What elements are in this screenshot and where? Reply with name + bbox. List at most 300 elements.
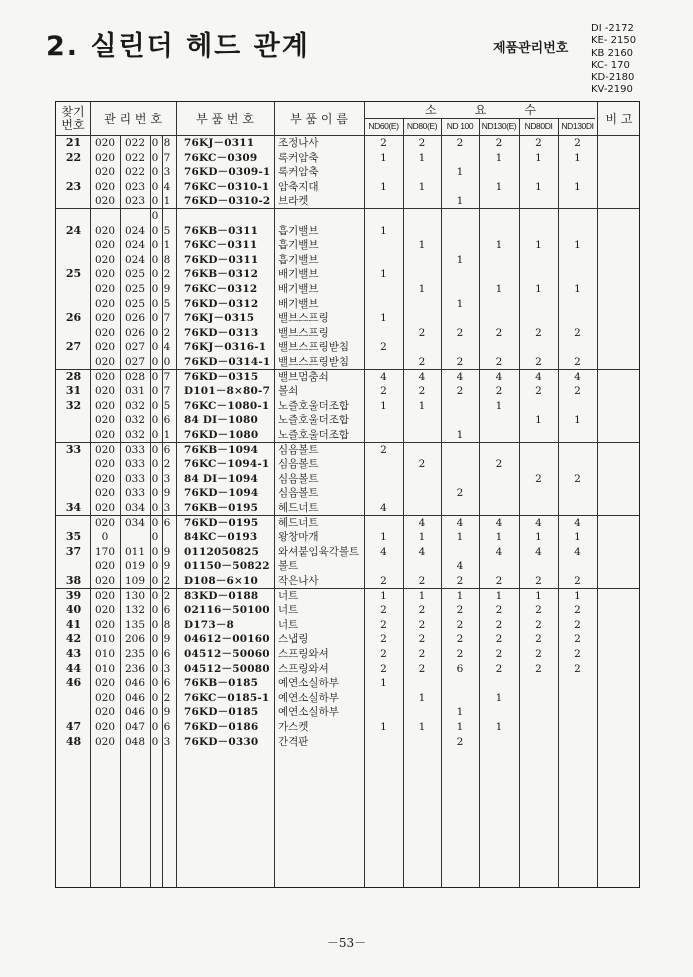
table-row — [56, 267, 641, 282]
mgmt-group: 020 — [94, 472, 116, 485]
mgmt-item: 033 — [124, 443, 146, 456]
mgmt-group: 020 — [94, 137, 116, 149]
mgmt-digit: 0 — [151, 472, 159, 485]
table-row — [56, 472, 641, 487]
quantity-cell: 2 — [456, 356, 464, 368]
mgmt-item: 109 — [124, 575, 146, 587]
table-row — [56, 676, 641, 691]
mgmt-digit: 0 — [151, 370, 159, 383]
part-name: 헤드너트 — [278, 516, 319, 529]
part-name: 배기밸브 — [278, 283, 319, 295]
part-name: 심음볼트 — [278, 458, 319, 471]
part-number: 76KC－1080-1 — [184, 399, 270, 412]
part-number: 76KD－0186 — [184, 721, 259, 733]
table-row — [56, 735, 641, 750]
quantity-cell: 1 — [418, 151, 426, 164]
ref-number: 32 — [65, 398, 82, 412]
mgmt-group: 020 — [94, 604, 116, 617]
ref-number: 46 — [65, 676, 82, 690]
quantity-cell: 4 — [418, 545, 426, 558]
mgmt-digit: 0 — [151, 633, 159, 646]
quantity-cell: 2 — [535, 137, 542, 149]
table-row — [56, 238, 641, 253]
part-name: 밸브스프링 — [278, 326, 329, 339]
mgmt-check: 8 — [163, 137, 171, 149]
ref-number: 37 — [65, 544, 82, 558]
mgmt-group: 020 — [94, 560, 116, 573]
mgmt-group: 020 — [94, 356, 116, 368]
quantity-cell: 4 — [574, 516, 581, 529]
mgmt-group: 020 — [94, 721, 116, 733]
quantity-cell: 1 — [495, 239, 503, 252]
table-row — [56, 311, 641, 326]
mgmt-group: 020 — [94, 283, 116, 295]
mgmt-check: 1 — [163, 195, 171, 208]
table-row — [56, 662, 641, 677]
quantity-cell: 4 — [380, 502, 387, 514]
mgmt-digit: 0 — [151, 268, 159, 281]
quantity-cell: 4 — [574, 545, 581, 558]
quantity-cell: 2 — [495, 633, 503, 646]
mgmt-digit: 0 — [151, 545, 159, 558]
model-code: KB 2160 — [591, 47, 634, 59]
ref-number: 27 — [65, 340, 82, 354]
table-row — [56, 428, 641, 443]
quantity-cell: 1 — [418, 721, 426, 733]
quantity-cell: 1 — [535, 414, 542, 427]
mgmt-digit: 0 — [151, 502, 159, 514]
part-number: 76KD－0312 — [184, 297, 259, 310]
quantity-cell: 4 — [418, 516, 426, 529]
mgmt-group: 010 — [94, 662, 116, 675]
part-number: 76KB－0311 — [184, 224, 259, 237]
ref-number: 34 — [65, 501, 82, 514]
part-number: 76KB－0185 — [184, 677, 259, 690]
quantity-cell: 1 — [418, 180, 426, 193]
ref-number: 48 — [65, 734, 82, 748]
table-row — [56, 691, 641, 706]
mgmt-digit: 0 — [151, 312, 159, 325]
mgmt-digit: 0 — [151, 429, 159, 441]
table-row — [56, 370, 641, 385]
header-model-5: ND130DI — [561, 121, 594, 131]
quantity-cell: 4 — [456, 560, 464, 573]
part-name: 너트 — [278, 589, 299, 602]
mgmt-check: 5 — [163, 297, 171, 310]
quantity-cell: 2 — [380, 443, 387, 456]
table-row — [56, 443, 641, 458]
quantity-cell: 1 — [380, 721, 387, 733]
quantity-cell: 1 — [418, 399, 426, 412]
table-row — [56, 589, 641, 604]
ref-number: 40 — [65, 603, 82, 617]
part-number: 76KC－0309 — [184, 151, 258, 164]
part-number: 04512－50080 — [184, 662, 270, 675]
part-name: 스프링와셔 — [278, 648, 329, 660]
mgmt-check: 8 — [163, 618, 171, 631]
part-number: 84 DI－1080 — [184, 414, 259, 427]
quantity-cell: 1 — [418, 691, 426, 704]
part-name: 흡기밸브 — [278, 239, 319, 252]
quantity-cell: 2 — [418, 604, 426, 617]
part-name: 너트 — [278, 618, 299, 631]
part-name: 예연소실하부 — [278, 677, 339, 690]
ref-number: 25 — [65, 267, 82, 281]
table-row — [56, 486, 641, 501]
quantity-cell: 2 — [535, 633, 542, 646]
part-number: 76KJ－0311 — [184, 137, 255, 149]
part-name: 조정나사 — [278, 137, 319, 149]
mgmt-group: 020 — [94, 691, 116, 704]
mgmt-check: 3 — [163, 662, 171, 675]
part-number: 76KD－1080 — [184, 429, 259, 441]
quantity-cell: 4 — [418, 370, 426, 383]
mgmt-digit: 0 — [151, 341, 159, 354]
mgmt-item: 033 — [124, 472, 146, 485]
part-number: 76KD－0311 — [184, 253, 259, 266]
mgmt-group: 010 — [94, 633, 116, 646]
mgmt-item: 206 — [124, 633, 146, 646]
header-model-4: ND80DI — [524, 121, 553, 131]
ref-number: 38 — [65, 574, 82, 587]
ref-number: 33 — [65, 442, 82, 456]
mgmt-digit: 0 — [151, 487, 159, 500]
mgmt-digit: 0 — [151, 356, 159, 368]
part-number: 76KD－0330 — [184, 735, 259, 748]
mgmt-digit: 0 — [151, 283, 159, 295]
mgmt-item: 027 — [124, 356, 146, 368]
mgmt-digit: 0 — [151, 399, 159, 412]
part-name: 록커암축 — [278, 166, 319, 179]
quantity-cell: 2 — [418, 385, 426, 398]
mgmt-item: 130 — [124, 589, 146, 602]
header-model-3: ND130(E) — [481, 121, 517, 131]
mgmt-check: 0 — [163, 356, 171, 368]
mgmt-digit: 0 — [151, 560, 159, 573]
mgmt-digit: 0 — [151, 297, 159, 310]
mgmt-item: 025 — [124, 297, 146, 310]
header-model-1: ND80(E) — [406, 121, 438, 131]
quantity-cell: 1 — [574, 151, 581, 164]
table-row — [56, 530, 641, 545]
quantity-cell: 1 — [495, 589, 503, 602]
mgmt-item: 026 — [124, 312, 146, 325]
quantity-cell: 2 — [535, 575, 542, 587]
quantity-cell: 1 — [535, 531, 542, 544]
quantity-cell: 1 — [495, 691, 503, 704]
table-row — [56, 720, 641, 735]
quantity-cell: 2 — [456, 487, 464, 500]
mgmt-check: 2 — [163, 589, 171, 602]
table-row — [56, 516, 641, 531]
part-number: 76KC－0310-1 — [184, 180, 270, 193]
part-number: 76KD－0195 — [184, 516, 259, 529]
quantity-cell: 2 — [574, 662, 581, 675]
quantity-cell: 1 — [574, 414, 581, 427]
mgmt-group: 020 — [94, 589, 116, 602]
quantity-cell: 2 — [456, 618, 464, 631]
management-number-label: 제품관리번호 — [493, 41, 569, 56]
part-number: 76KJ－0316-1 — [184, 341, 267, 354]
mgmt-item: 235 — [124, 648, 146, 660]
quantity-cell: 2 — [380, 385, 387, 398]
ref-number: 39 — [65, 588, 82, 602]
quantity-cell: 4 — [495, 370, 503, 383]
part-number: 76KD－0185 — [184, 706, 259, 719]
quantity-cell: 6 — [456, 662, 464, 675]
part-number: 76KD－0315 — [184, 370, 259, 383]
mgmt-group: 020 — [94, 151, 116, 164]
quantity-cell: 2 — [574, 472, 581, 485]
mgmt-group: 020 — [94, 429, 116, 441]
part-name: 밸브멈춤쇠 — [278, 370, 329, 383]
part-number: 76KJ－0315 — [184, 312, 255, 325]
model-code: KD-2180 — [591, 72, 635, 84]
quantity-cell: 1 — [495, 399, 503, 412]
mgmt-check: 4 — [163, 180, 171, 193]
part-number: 84KC－0193 — [184, 531, 258, 544]
quantity-cell: 1 — [380, 180, 387, 193]
part-name: 밸브스프링받침 — [278, 356, 350, 368]
ref-number: 42 — [65, 632, 82, 646]
mgmt-check: 6 — [163, 677, 171, 690]
mgmt-digit: 0 — [151, 735, 159, 748]
quantity-cell: 2 — [574, 604, 581, 617]
table-row — [56, 399, 641, 414]
quantity-cell: 1 — [456, 429, 464, 441]
part-number: 76KD－1094 — [184, 487, 259, 500]
quantity-cell: 2 — [535, 618, 542, 631]
ref-number: 23 — [65, 179, 82, 193]
quantity-cell: 2 — [380, 604, 387, 617]
ref-number: 26 — [65, 311, 82, 325]
part-name: 볼트 — [278, 560, 299, 573]
part-name: 심음볼트 — [278, 487, 319, 500]
mgmt-item: 024 — [124, 253, 146, 266]
model-code: KC- 170 — [591, 59, 630, 71]
part-name: 예연소실하부 — [278, 691, 339, 704]
mgmt-group: 020 — [94, 618, 116, 631]
mgmt-check: 6 — [163, 604, 171, 617]
quantity-cell: 2 — [574, 137, 581, 149]
header-quantity: 소 요 수 — [424, 103, 537, 117]
mgmt-check: 9 — [163, 545, 171, 558]
part-name: 노즐호울더조합 — [278, 414, 350, 427]
table-row — [56, 355, 641, 370]
quantity-cell: 2 — [418, 356, 426, 368]
table-row — [56, 705, 641, 720]
table-row — [56, 603, 641, 618]
part-number: 76KC－0185-1 — [184, 691, 270, 704]
mgmt-check: 9 — [163, 633, 171, 646]
quantity-cell: 4 — [380, 545, 387, 558]
mgmt-group: 020 — [94, 195, 116, 208]
quantity-cell: 1 — [535, 283, 542, 295]
quantity-cell: 1 — [380, 224, 387, 237]
mgmt-check: 7 — [163, 370, 171, 383]
quantity-cell: 1 — [535, 151, 542, 164]
quantity-cell: 4 — [535, 516, 542, 529]
mgmt-group: 020 — [94, 399, 116, 412]
quantity-cell: 2 — [495, 385, 503, 398]
page-number: －53－ — [326, 936, 367, 950]
mgmt-check: 5 — [163, 224, 171, 237]
quantity-cell: 2 — [380, 341, 387, 354]
mgmt-item: 023 — [124, 180, 146, 193]
mgmt-item: 022 — [124, 137, 146, 149]
table-row — [56, 224, 641, 239]
mgmt-check: 2 — [163, 691, 171, 704]
mgmt-group: 020 — [94, 253, 116, 266]
quantity-cell: 1 — [418, 589, 426, 602]
ref-number: 47 — [65, 720, 82, 733]
part-name: 록커암축 — [278, 151, 319, 164]
quantity-cell: 2 — [456, 385, 464, 398]
quantity-cell: 2 — [456, 735, 464, 748]
quantity-cell: 2 — [495, 356, 503, 368]
quantity-cell: 2 — [418, 633, 426, 646]
quantity-cell: 1 — [535, 180, 542, 193]
part-name: 스냅링 — [278, 633, 309, 646]
part-name: 작은나사 — [278, 575, 319, 587]
table-row — [56, 282, 641, 297]
table-row — [56, 618, 641, 633]
row-divider — [364, 118, 595, 119]
part-name: 배기밸브 — [278, 297, 319, 310]
quantity-cell: 1 — [418, 239, 426, 252]
ref-number: 21 — [65, 136, 82, 149]
quantity-cell: 2 — [380, 662, 387, 675]
quantity-cell: 2 — [574, 618, 581, 631]
part-name: 볼쇠 — [278, 385, 299, 398]
mgmt-check: 2 — [163, 575, 171, 587]
mgmt-digit: 0 — [151, 458, 159, 471]
mgmt-digit: 0 — [151, 516, 159, 529]
part-name: 스프링와셔 — [278, 662, 329, 675]
quantity-cell: 2 — [456, 633, 464, 646]
model-code: DI -2172 — [591, 23, 634, 34]
quantity-cell: 2 — [380, 648, 387, 660]
part-number: 83KD－0188 — [184, 589, 259, 602]
table-row — [56, 574, 641, 589]
table-row — [56, 340, 641, 355]
mgmt-digit: 0 — [151, 618, 159, 631]
table-row — [56, 647, 641, 662]
quantity-cell: 1 — [456, 195, 464, 208]
mgmt-group: 020 — [94, 575, 116, 587]
mgmt-item: 135 — [124, 618, 146, 631]
quantity-cell: 1 — [380, 151, 387, 164]
mgmt-group: 020 — [94, 735, 116, 748]
quantity-cell: 2 — [456, 575, 464, 587]
mgmt-digit: 0 — [151, 224, 159, 237]
mgmt-group: 0 — [101, 531, 109, 544]
mgmt-digit: 0 — [151, 589, 159, 602]
table-row — [56, 545, 641, 560]
table-row — [56, 632, 641, 647]
mgmt-check: 7 — [163, 312, 171, 325]
quantity-cell: 2 — [495, 137, 503, 149]
mgmt-check: 9 — [163, 487, 171, 500]
mgmt-group: 020 — [94, 414, 116, 427]
quantity-cell: 2 — [380, 633, 387, 646]
quantity-cell: 2 — [574, 575, 581, 587]
quantity-cell: 1 — [380, 531, 387, 544]
quantity-cell: 2 — [418, 618, 426, 631]
ref-number: 24 — [65, 223, 82, 237]
part-number: 76KC－0312 — [184, 283, 258, 295]
quantity-cell: 4 — [495, 545, 503, 558]
mgmt-digit: 0 — [151, 443, 159, 456]
quantity-cell: 1 — [495, 531, 503, 544]
quantity-cell: 2 — [535, 648, 542, 660]
quantity-cell: 2 — [574, 633, 581, 646]
ref-number: 22 — [65, 150, 82, 164]
quantity-cell: 2 — [574, 648, 581, 660]
mgmt-digit: 0 — [151, 195, 159, 208]
mgmt-item: 046 — [124, 706, 146, 719]
quantity-cell: 2 — [418, 575, 426, 587]
mgmt-item: 033 — [124, 458, 146, 471]
header-model-2: ND 100 — [446, 121, 474, 131]
quantity-cell: 1 — [380, 677, 387, 690]
ref-number: 41 — [65, 617, 82, 631]
mgmt-digit: 0 — [151, 166, 159, 179]
quantity-cell: 4 — [535, 370, 542, 383]
quantity-cell: 2 — [380, 137, 387, 149]
quantity-cell: 1 — [495, 151, 503, 164]
part-number: 76KB－0195 — [184, 502, 259, 514]
quantity-cell: 2 — [418, 648, 426, 660]
mgmt-check: 9 — [163, 283, 171, 295]
part-name: 흡기밸브 — [278, 253, 319, 266]
quantity-cell: 2 — [380, 575, 387, 587]
parts-table — [55, 101, 640, 888]
mgmt-check: 7 — [163, 151, 171, 164]
quantity-cell: 2 — [495, 326, 503, 339]
mgmt-digit: 0 — [151, 531, 159, 544]
mgmt-item: 046 — [124, 691, 146, 704]
part-name: 배기밸브 — [278, 268, 319, 281]
mgmt-item: 024 — [124, 239, 146, 252]
quantity-cell: 2 — [456, 648, 464, 660]
mgmt-digit: 0 — [151, 210, 159, 222]
mgmt-group: 020 — [94, 239, 116, 252]
mgmt-group: 170 — [94, 545, 116, 558]
part-name: 왕창마개 — [278, 531, 319, 544]
table-row — [56, 413, 641, 428]
part-number: 76KB－1094 — [184, 443, 259, 456]
mgmt-check: 2 — [163, 268, 171, 281]
mgmt-digit: 0 — [151, 677, 159, 690]
mgmt-group: 010 — [94, 648, 116, 660]
quantity-cell: 2 — [535, 472, 542, 485]
part-name: 밸브스프링받침 — [278, 341, 350, 354]
quantity-cell: 1 — [574, 589, 581, 602]
model-list — [591, 23, 636, 97]
quantity-cell: 2 — [535, 385, 542, 398]
mgmt-item: 033 — [124, 487, 146, 500]
mgmt-group: 020 — [94, 516, 116, 529]
quantity-cell: 2 — [535, 356, 542, 368]
ref-number: 35 — [65, 530, 82, 544]
quantity-cell: 1 — [535, 239, 542, 252]
quantity-cell: 1 — [495, 721, 503, 733]
part-name: 심음볼트 — [278, 472, 319, 485]
part-name: 심음볼트 — [278, 443, 319, 456]
mgmt-group: 020 — [94, 180, 116, 193]
quantity-cell: 4 — [456, 370, 464, 383]
